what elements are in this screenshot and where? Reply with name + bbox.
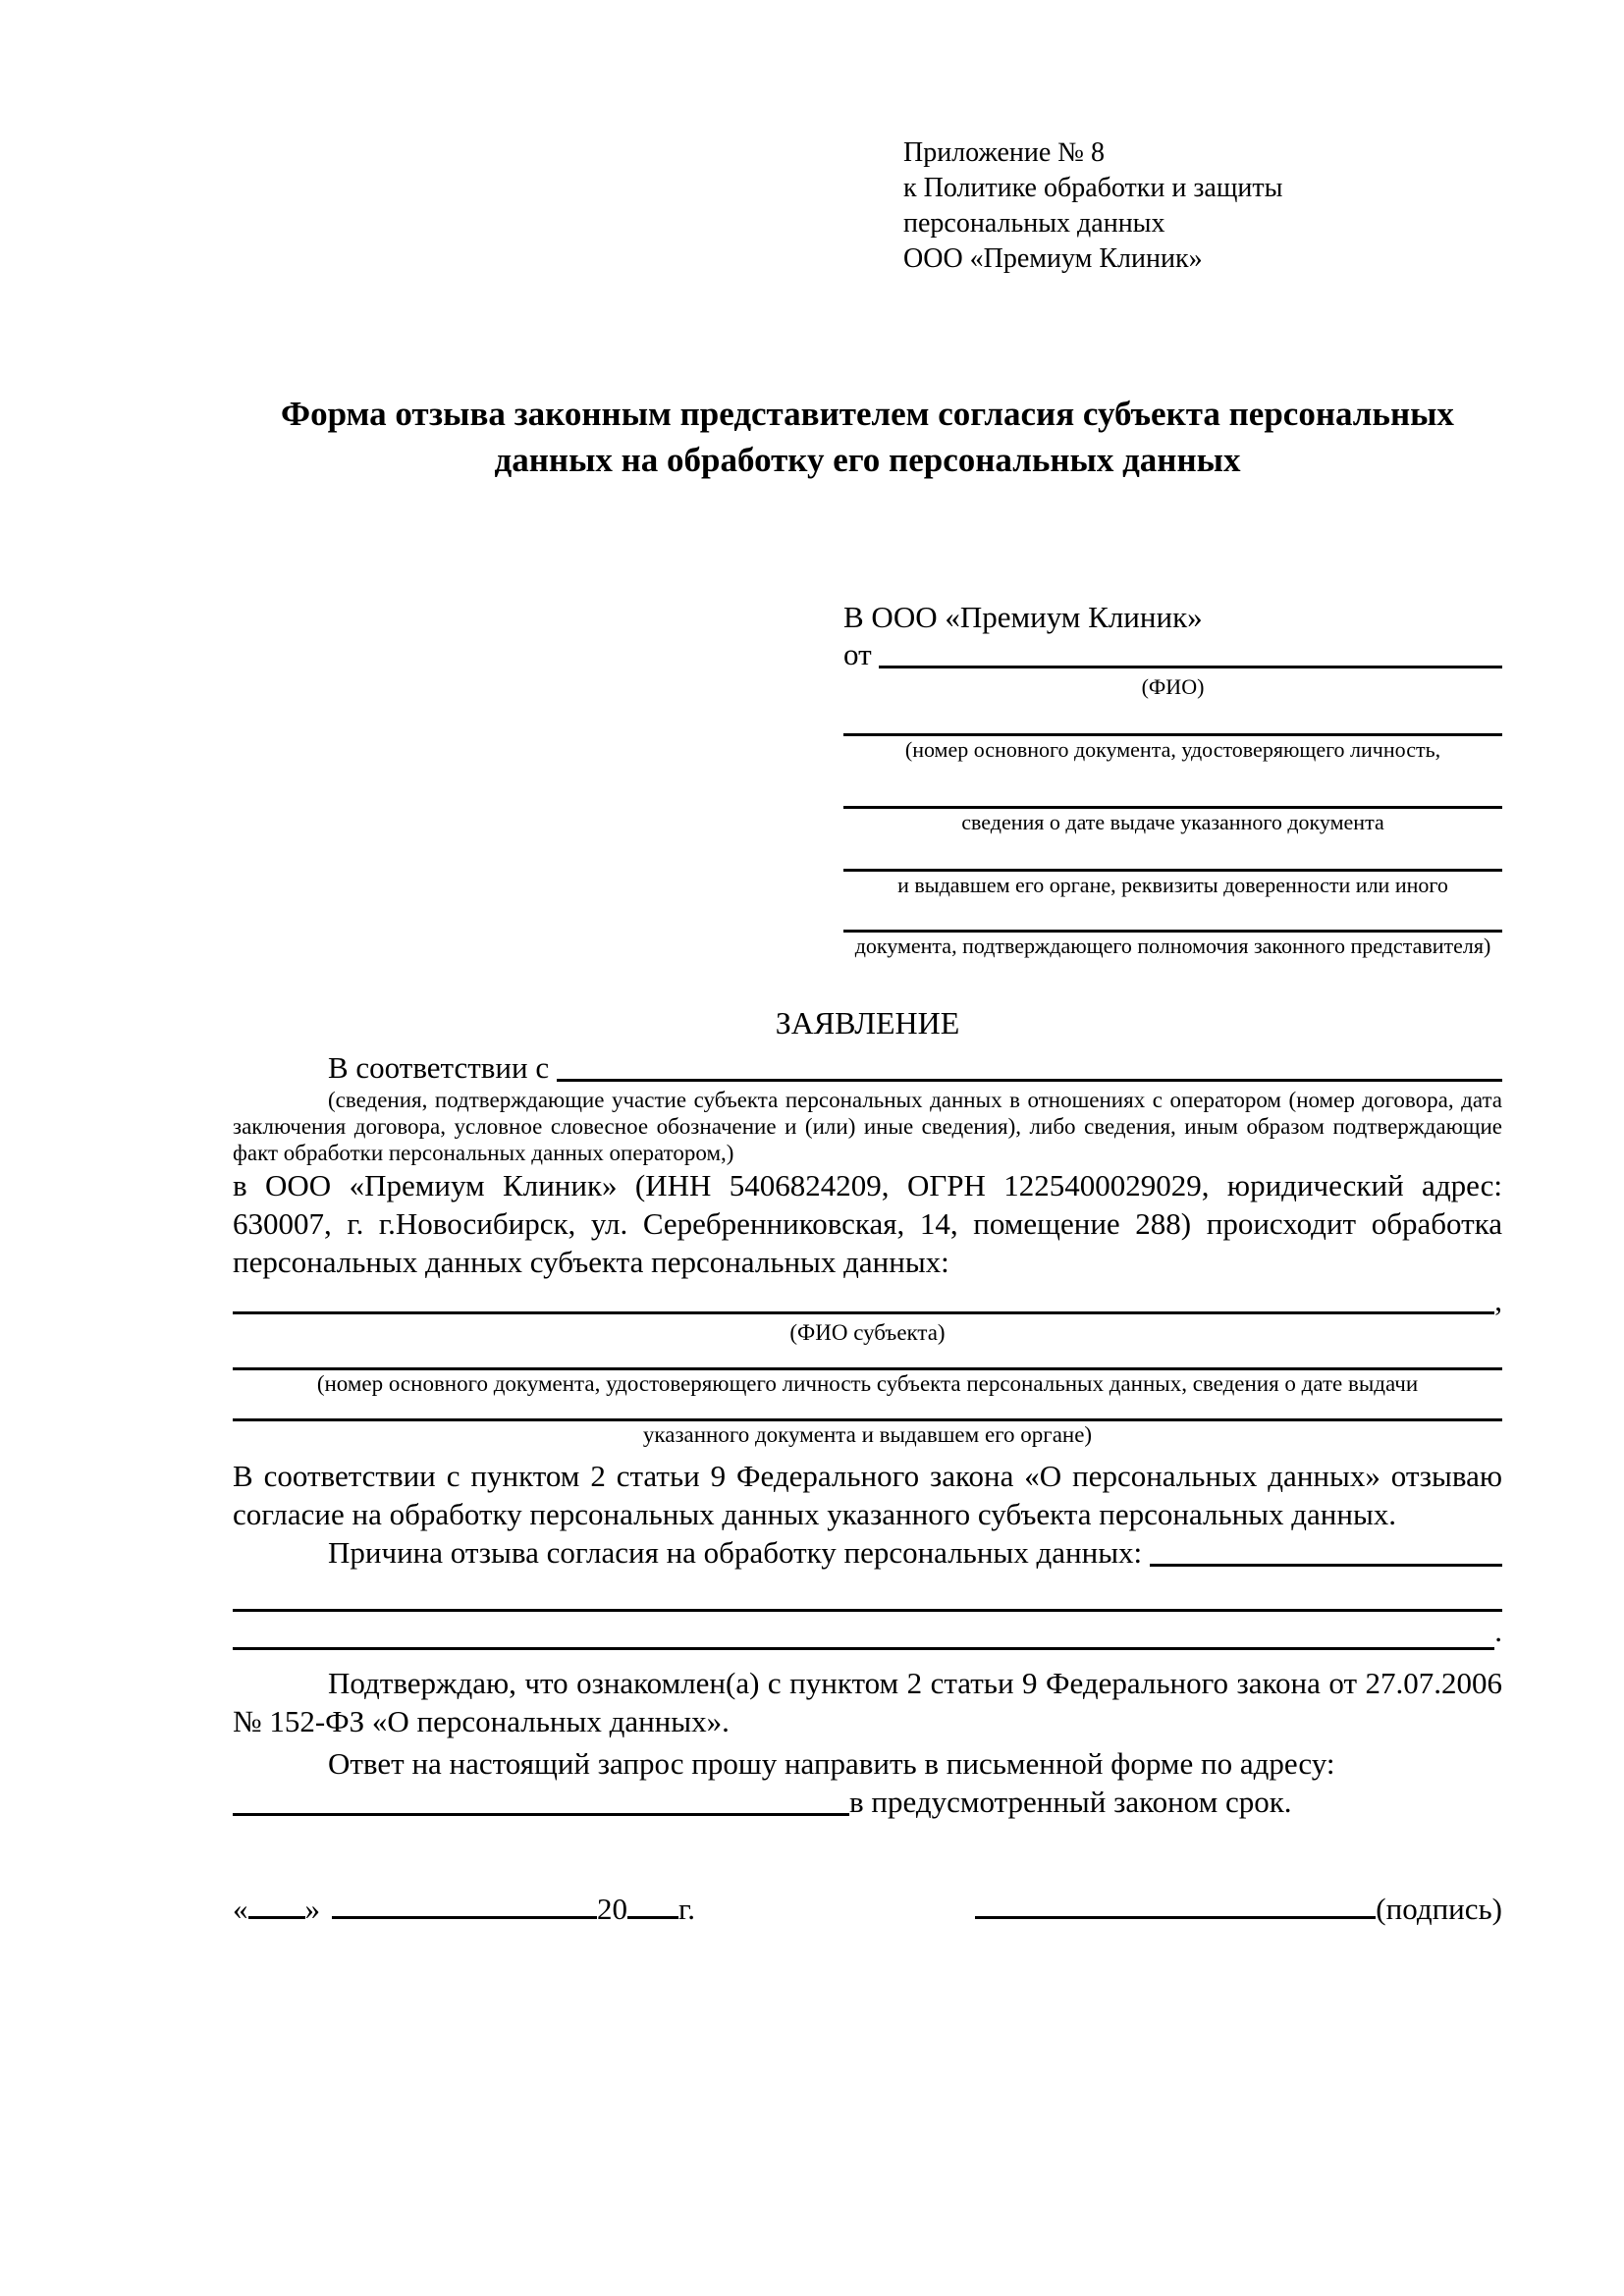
date-year-field-line bbox=[627, 1895, 678, 1919]
accordance-prefix: В соответствии с bbox=[328, 1050, 557, 1085]
reason-extra-line-2 bbox=[233, 1612, 1502, 1650]
reply-address-line bbox=[233, 1783, 1502, 1821]
rep-doc-caption-4-wrap bbox=[843, 933, 1502, 959]
subject-fio-field-line bbox=[233, 1311, 1494, 1314]
signature-group bbox=[975, 1890, 1502, 1928]
reason-extra-line-1 bbox=[233, 1572, 1502, 1612]
fio-caption: (ФИО) bbox=[1141, 674, 1205, 699]
reason-extra-line-2-rule bbox=[233, 1617, 1494, 1650]
addressee-to: В ООО «Премиум Клиник» bbox=[843, 600, 1203, 634]
accordance-line bbox=[233, 1048, 1502, 1087]
subject-doc-caption-2: указанного документа и выдавшем его органе) bbox=[642, 1422, 1093, 1447]
reply-suffix: в предусмотренный законом срок. bbox=[849, 1785, 1292, 1819]
subject-doc-caption-1: (номер основного документа, удостоверяющего личность субъекта персональных данных, сведения о дате выдачи bbox=[316, 1371, 1419, 1396]
date-quote-close: » bbox=[304, 1892, 320, 1926]
rep-doc-caption-4: документа, подтверждающего полномочия законного представителя) bbox=[854, 934, 1491, 958]
fio-field-line bbox=[879, 666, 1502, 668]
rep-doc-caption-1: (номер основного документа, удостоверяющего личность, bbox=[904, 737, 1441, 762]
subject-fio-line-comma: , bbox=[1494, 1283, 1502, 1317]
rep-doc-field-line-3 bbox=[843, 835, 1502, 872]
annex-line-1: Приложение № 8 bbox=[903, 137, 1105, 168]
signature-field-line bbox=[975, 1895, 1376, 1919]
date-quote-open: « bbox=[233, 1892, 248, 1926]
reply-paragraph: Ответ на настоящий запрос прошу направить в письменной форме по адресу: bbox=[328, 1746, 1335, 1781]
from-label: от bbox=[843, 637, 880, 671]
document-title: Форма отзыва законным представителем согласия субъекта персональных данных на обработку его персональных данных bbox=[281, 395, 1454, 479]
reason-prefix: Причина отзыва согласия на обработку персональных данных: bbox=[328, 1535, 1150, 1570]
rep-doc-caption-2: сведения о дате выдаче указанного документа bbox=[961, 810, 1384, 834]
subject-fio-line bbox=[233, 1281, 1502, 1319]
acknowledge-paragraph: Подтверждаю, что ознакомлен(а) с пунктом 2 статьи 9 Федерального закона от 27.07.2006 № 152-ФЗ «О персональных данных». bbox=[233, 1666, 1502, 1738]
reason-field-line bbox=[1150, 1564, 1502, 1567]
addressee-block bbox=[843, 599, 1502, 959]
withdraw-paragraph: В соответствии с пунктом 2 статьи 9 Федерального закона «О персональных данных» отзываю согласие на обработку персональных данных указанного субъекта персональных данных. bbox=[233, 1459, 1502, 1531]
signature-caption: (подпись) bbox=[1376, 1892, 1502, 1926]
subject-fio-caption: (ФИО субъекта) bbox=[789, 1320, 946, 1345]
rep-doc-field-line-1 bbox=[843, 700, 1502, 736]
date-year-prefix: 20 bbox=[597, 1892, 627, 1926]
annex-line-4: ООО «Премиум Клиник» bbox=[903, 243, 1203, 274]
footer-row bbox=[233, 1890, 1502, 1928]
document-content bbox=[233, 0, 1502, 1928]
annex-line-3: персональных данных bbox=[903, 208, 1165, 239]
accordance-field-line bbox=[557, 1079, 1502, 1082]
accordance-caption: (сведения, подтверждающие участие субъекта персональных данных в отношениях с оператором (номер договора, дата заключения договора, условное словесное обозначение и (или) иные сведения), либо сведения, иным образом подтверждающие факт обработки персональных данных оператором,) bbox=[233, 1088, 1502, 1165]
statement-heading: ЗАЯВЛЕНИЕ bbox=[775, 1005, 960, 1041]
rep-doc-field-line-4 bbox=[843, 898, 1502, 933]
rep-doc-field-line-2 bbox=[843, 763, 1502, 809]
reply-address-field-line bbox=[233, 1813, 849, 1816]
rep-doc-caption-3: и выдавшем его органе, реквизиты доверенности или иного bbox=[897, 873, 1448, 897]
subject-doc-field-line-1 bbox=[233, 1347, 1502, 1370]
from-line bbox=[843, 636, 1502, 673]
date-line bbox=[233, 1890, 695, 1928]
date-year-suffix: г. bbox=[678, 1892, 695, 1926]
subject-doc-field-line-2 bbox=[233, 1398, 1502, 1421]
reason-line-period: . bbox=[1494, 1614, 1502, 1648]
annex-line-2: к Политике обработки и защиты bbox=[903, 173, 1283, 203]
operator-paragraph: в ООО «Премиум Клиник» (ИНН 5406824209, ОГРН 1225400029029, юридический адрес: 630007, г. г.Новосибирск, ул. Серебренниковская, 14, помещение 288) происходит обработка персональных данных субъекта персональных данных: bbox=[233, 1168, 1502, 1279]
reason-line bbox=[233, 1533, 1502, 1572]
annex-block bbox=[903, 135, 1502, 277]
date-month-field-line bbox=[332, 1895, 597, 1919]
date-day-field-line bbox=[248, 1895, 305, 1919]
